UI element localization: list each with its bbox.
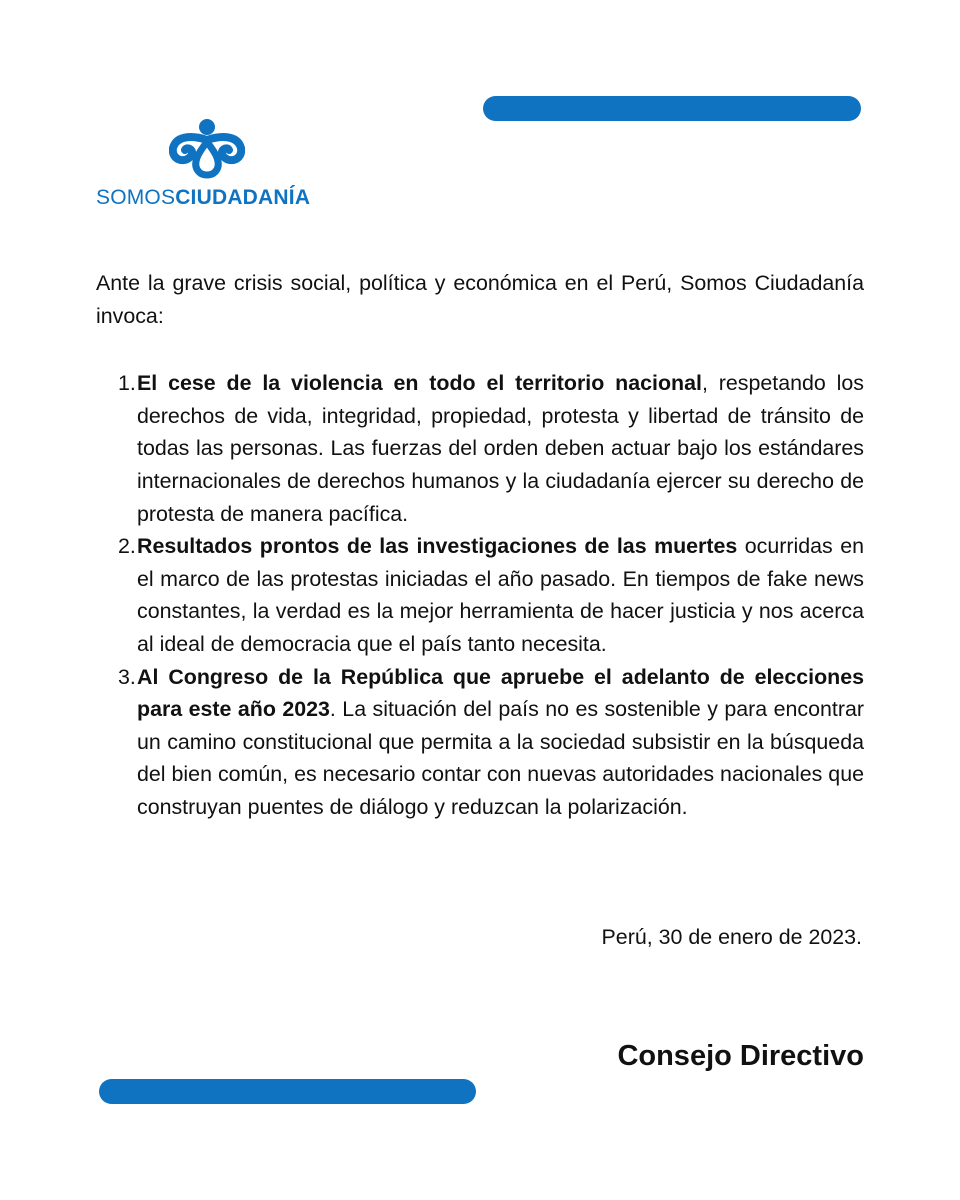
signature: Consejo Directivo <box>617 1040 864 1072</box>
date-line: Perú, 30 de enero de 2023. <box>601 925 862 949</box>
demands-list <box>96 367 864 823</box>
list-item-lead: Resultados prontos de las investigaciones de las muertes <box>137 534 738 559</box>
logo-wordmark <box>96 186 310 210</box>
list-item-lead: Al Congreso de la República que apruebe el adelanto de elecciones para este año 2023 <box>137 664 864 722</box>
logo-text-regular: SOMOS <box>96 186 176 209</box>
list-item-text: . La situación del país no es sostenible y para encontrar un camino constitucional que permita a la sociedad subsistir en la búsqueda del bien común, es necesario contar con nuevas autoridades nacionales que construyan puentes de diálogo y reduzcan la polarización. <box>137 697 864 819</box>
list-item-text: ocurridas en el marco de las protestas iniciadas el año pasado. En tiempos de fake news constantes, la verdad es la mejor herramienta de hacer justicia y nos acerca al ideal de democracia que el país tanto necesita. <box>137 534 864 656</box>
somos-ciudadania-logo-icon <box>169 118 245 180</box>
list-item <box>96 530 864 660</box>
list-item <box>96 661 864 824</box>
statement-body <box>96 267 864 824</box>
bottom-decorative-bar <box>99 1079 476 1104</box>
list-item-text: , respetando los derechos de vida, integridad, propiedad, protesta y libertad de tránsito de todas las personas. Las fuerzas del orden deben actuar bajo los estándares internacionales de derechos humanos y la ciudadanía ejercer su derecho de protesta de manera pacífica. <box>137 371 864 526</box>
list-item-lead: El cese de la violencia en todo el territorio nacional <box>137 371 702 396</box>
intro-paragraph: Ante la grave crisis social, política y económica en el Perú, Somos Ciudadanía invoca: <box>96 271 864 328</box>
list-item <box>96 367 864 530</box>
logo-text-bold: CIUDADANÍA <box>175 186 311 209</box>
list-item-number: 3. <box>118 664 136 689</box>
list-item-number: 2. <box>118 534 136 559</box>
top-decorative-bar <box>483 96 861 121</box>
logo <box>96 118 336 218</box>
list-item-number: 1. <box>118 371 136 396</box>
